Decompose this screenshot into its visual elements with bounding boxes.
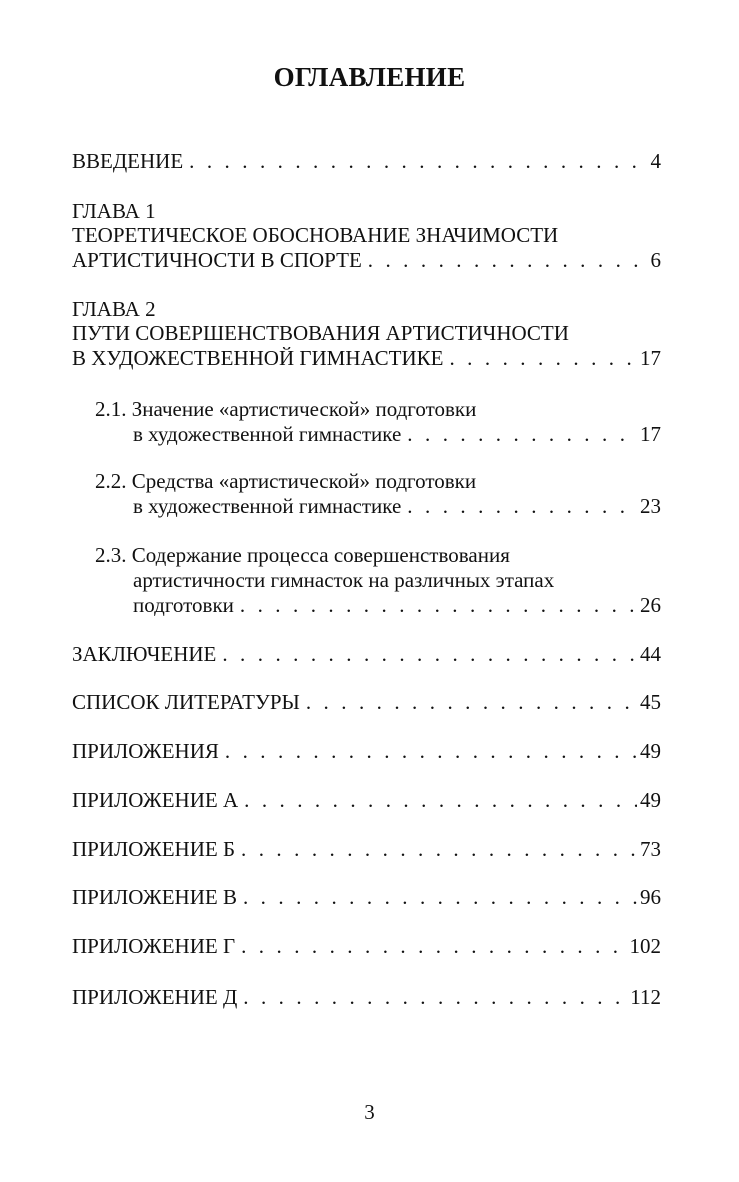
dot-leader [368,247,648,273]
toc-entry-section-2-3[interactable] [133,592,661,618]
section-2-3-title-line: 2.3. Содержание процесса совершенствования [95,543,510,567]
dot-leader [306,689,637,715]
chapter-2-title-line: ПУТИ СОВЕРШЕНСТВОВАНИЯ АРТИСТИЧНОСТИ [72,321,569,345]
section-2-1-title-line: 2.1. Значение «артистической» подготовки [95,397,477,421]
dot-leader [222,641,637,667]
toc-page-number: 17 [640,346,661,370]
dot-leader [241,836,637,862]
dot-leader [449,345,637,371]
dot-leader [407,493,637,519]
toc-entry-label: ЗАКЛЮЧЕНИЕ [72,642,217,666]
toc-page-number: 17 [640,422,661,446]
section-2-3-title-line: артистичности гимнасток на различных этапах [133,568,555,592]
toc-page-number: 96 [640,885,661,909]
dot-leader [243,984,627,1010]
toc-page-number: 73 [640,837,661,861]
toc-entry-label: ПРИЛОЖЕНИЕ В [72,885,237,909]
section-2-2-title-line: 2.2. Средства «артистической» подготовки [95,469,477,493]
toc-entry-intro[interactable] [72,148,661,174]
toc-page-number: 112 [630,985,661,1009]
toc-entry-label: ПРИЛОЖЕНИЕ Д [72,985,238,1009]
chapter-1-title-line: ТЕОРЕТИЧЕСКОЕ ОБОСНОВАНИЕ ЗНАЧИМОСТИ [72,223,559,247]
toc-page-number: 4 [650,149,661,173]
toc-entry-appendix-g[interactable] [72,933,661,959]
dot-leader [244,787,637,813]
dot-leader [225,738,637,764]
page-number: 3 [364,1100,375,1124]
toc-entry-appendix-b[interactable] [72,836,661,862]
toc-page-number: 23 [640,494,661,518]
toc-entry-label: АРТИСТИЧНОСТИ В СПОРТЕ [72,248,362,272]
toc-entry-label: ПРИЛОЖЕНИЕ Б [72,837,236,861]
toc-page-number: 45 [640,690,661,714]
toc-entry-appendix-d[interactable] [72,984,661,1010]
toc-entry-label: ВВЕДЕНИЕ [72,149,184,173]
toc-entry-appendices[interactable] [72,738,661,764]
toc-entry-label: ПРИЛОЖЕНИЕ Г [72,934,236,958]
chapter-2-heading: ГЛАВА 2 [72,297,156,321]
dot-leader [189,148,647,174]
toc-entry-section-2-2[interactable] [133,493,661,519]
toc-page-number: 44 [640,642,661,666]
toc-entry-label: ПРИЛОЖЕНИЯ [72,739,219,763]
dot-leader [241,933,626,959]
dot-leader [407,421,637,447]
toc-entry-appendix-v[interactable] [72,884,661,910]
dot-leader [240,592,637,618]
toc-entry-section-2-1[interactable] [133,421,661,447]
chapter-1-heading: ГЛАВА 1 [72,199,156,223]
toc-entry-references[interactable] [72,689,661,715]
toc-entry-label: подготовки [133,593,234,617]
toc-entry-label: в художественной гимнастике [133,494,402,518]
toc-entry-conclusion[interactable] [72,641,661,667]
toc-entry-label: ПРИЛОЖЕНИЕ А [72,788,239,812]
toc-page-number: 26 [640,593,661,617]
toc-entry-appendix-a[interactable] [72,787,661,813]
toc-page-number: 49 [640,788,661,812]
dot-leader [243,884,637,910]
toc-entry-label: в художественной гимнастике [133,422,402,446]
toc-page-number: 49 [640,739,661,763]
page-title: ОГЛАВЛЕНИЕ [273,62,466,92]
toc-entry-chapter-2[interactable] [72,345,661,371]
toc-entry-label: СПИСОК ЛИТЕРАТУРЫ [72,690,300,714]
toc-page-number: 102 [629,934,661,958]
toc-entry-label: В ХУДОЖЕСТВЕННОЙ ГИМНАСТИКЕ [72,346,444,370]
toc-entry-chapter-1[interactable] [72,247,661,273]
toc-page-number: 6 [650,248,661,272]
